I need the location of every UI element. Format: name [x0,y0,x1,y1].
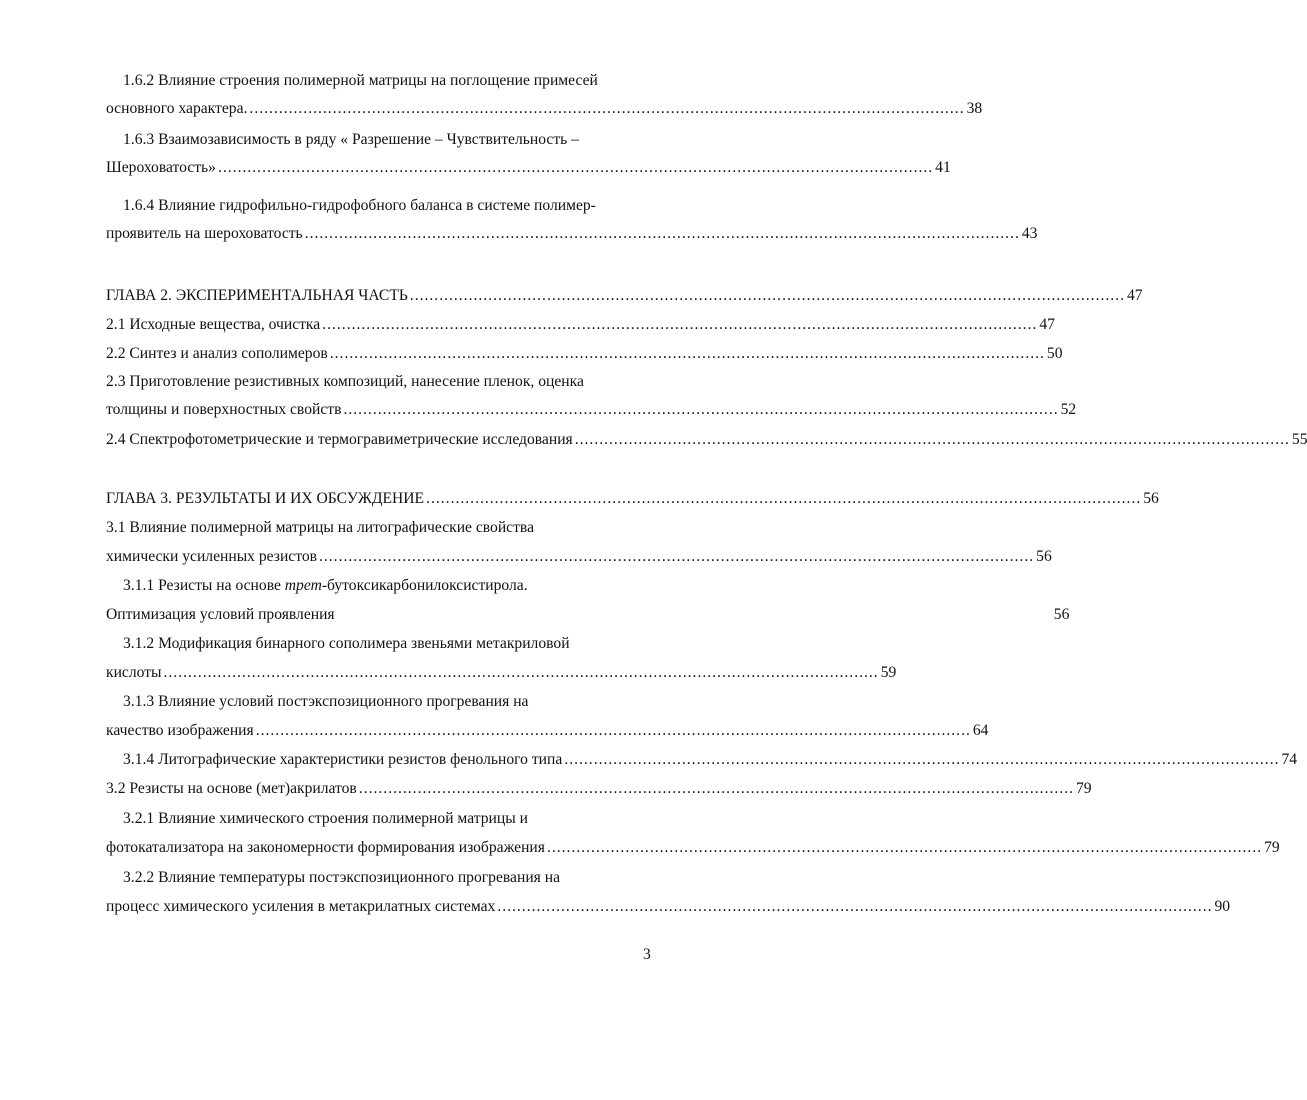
toc-page-number: 50 [1046,345,1063,362]
toc-text: ГЛАВА 2. ЭКСПЕРИМЕНТАЛЬНАЯ ЧАСТЬ [106,287,408,304]
toc-page-number: 52 [1060,401,1077,418]
toc-page-number: 59 [880,664,897,681]
toc-page-number: 47 [1039,316,1055,333]
toc-page-number: 79 [1075,780,1092,797]
leader-dots: .................................................................................................................................................. [426,490,1142,507]
toc-page-number: 47 [1126,287,1143,304]
toc-entry-2-1[interactable] [106,315,1055,335]
toc-text: 2.4 Спектрофотометрические и термогравиметрические исследования [106,431,573,448]
toc-page-number: 43 [1021,225,1038,242]
toc-text: процесс химического усиления в метакрилатных системах [106,898,496,915]
toc-text: фотокатализатора на закономерности формирования изображения [106,839,545,856]
leader-dots: .................................................................................................................................................. [358,780,1074,797]
toc-entry-1-6-4-line1: 1.6.4 Влияние гидрофильно-гидрофобного баланса в системе полимер- [123,197,596,214]
toc-page-number: 55 [1291,431,1307,448]
toc-page-number: 56 [1143,490,1159,507]
toc-page-number: 90 [1214,898,1231,915]
toc-entry-3-1-line1: 3.1 Влияние полимерной матрицы на литографические свойства [106,519,534,536]
toc-entry-3-2-1-line2[interactable] [106,838,1280,858]
leader-dots: .................................................................................................................................................. [329,345,1045,362]
toc-text: Оптимизация условий проявления [106,606,335,623]
leader-dots: .................................................................................................................................................. [409,287,1125,304]
toc-entry-3-1-2-line1: 3.1.2 Модификация бинарного сополимера звеньями метакриловой [123,635,570,652]
toc-entry-3-1-3-line1: 3.1.3 Влияние условий постэкспозиционного прогревания на [123,693,529,710]
toc-entry-3-2-2-line1: 3.2.2 Влияние температуры постэкспозиционного прогревания на [123,869,560,886]
toc-entry-3-1-1-line1 [123,576,528,596]
leader-dots: .................................................................................................................................................. [497,898,1213,915]
toc-entry-3-1-3-line2[interactable] [106,721,989,741]
leader-dots: .................................................................................................................................................. [318,548,1035,565]
toc-page-number: 74 [1281,751,1298,768]
toc-text-suffix: -бутоксикарбонилоксистирола. [321,577,528,594]
leader-dots: .................................................................................................................................................. [546,839,1263,856]
toc-text: 2.2 Синтез и анализ сополимеров [106,345,328,362]
toc-chapter-2[interactable] [106,286,1143,306]
toc-text: ГЛАВА 3. РЕЗУЛЬТАТЫ И ИХ ОБСУЖДЕНИЕ [106,490,425,507]
leader-dots: .................................................................................................................................................. [217,159,934,176]
leader-dots: .................................................................................................................................................. [564,751,1280,768]
toc-page-number: 56 [1053,606,1070,623]
toc-entry-3-2[interactable] [106,779,1092,799]
toc-entry-2-2[interactable] [106,344,1063,364]
toc-page-number: 38 [966,100,983,117]
toc-entry-3-1-1-line2[interactable] [106,605,1070,625]
toc-entry-1-6-3-line2[interactable] [106,158,951,178]
toc-text: химически усиленных резистов [106,548,317,565]
toc-text: основного характера. [106,100,248,117]
toc-entry-1-6-4-line2[interactable] [106,224,1038,244]
toc-text: кислоты [106,664,162,681]
leader-dots: .................................................................................................................................................. [343,401,1059,418]
toc-page-number: 64 [972,722,989,739]
toc-entry-1-6-2-line2[interactable] [106,99,983,119]
toc-entry-1-6-2-line1: 1.6.2 Влияние строения полимерной матрицы на поглощение примесей [123,72,598,89]
leader-dots: .................................................................................................................................................. [304,225,1020,242]
toc-text: 2.1 Исходные вещества, очистка [106,316,321,333]
toc-text: Шероховатость» [106,159,216,176]
toc-text: 3.1.4 Литографические характеристики резистов фенольного типа [123,751,563,768]
toc-page-number: 56 [1036,548,1052,565]
toc-page-number: 41 [935,159,951,176]
toc-entry-3-2-1-line1: 3.2.1 Влияние химического строения полимерной матрицы и [123,810,528,827]
toc-page-number: 79 [1264,839,1280,856]
toc-chapter-3[interactable] [106,489,1159,509]
toc-entry-3-1-line2[interactable] [106,547,1052,567]
toc-text: качество изображения [106,722,254,739]
toc-entry-3-1-4[interactable] [123,750,1298,770]
toc-text-prefix: 3.1.1 Резисты на основе [123,577,285,594]
toc-entry-3-1-2-line2[interactable] [106,663,897,683]
page-number: 3 [643,946,651,963]
toc-text: толщины и поверхностных свойств [106,401,342,418]
toc-text: проявитель на шероховатость [106,225,303,242]
leader-dots: .................................................................................................................................................. [574,431,1290,448]
toc-entry-2-3-line2[interactable] [106,400,1077,420]
toc-text: 3.2 Резисты на основе (мет)акрилатов [106,780,357,797]
leader-dots: .................................................................................................................................................. [255,722,971,739]
toc-entry-2-4[interactable] [106,430,1307,450]
leader-dots: .................................................................................................................................................. [249,100,965,117]
toc-entry-2-3-line1: 2.3 Приготовление резистивных композиций, нанесение пленок, оценка [106,373,584,390]
leader-dots: .................................................................................................................................................. [322,316,1038,333]
toc-entry-3-2-2-line2[interactable] [106,897,1231,917]
leader-dots: .................................................................................................................................................. [163,664,879,681]
toc-entry-1-6-3-line1: 1.6.3 Взаимозависимость в ряду « Разрешение – Чувствительность – [123,131,579,148]
toc-text-italic: трет [284,577,322,594]
